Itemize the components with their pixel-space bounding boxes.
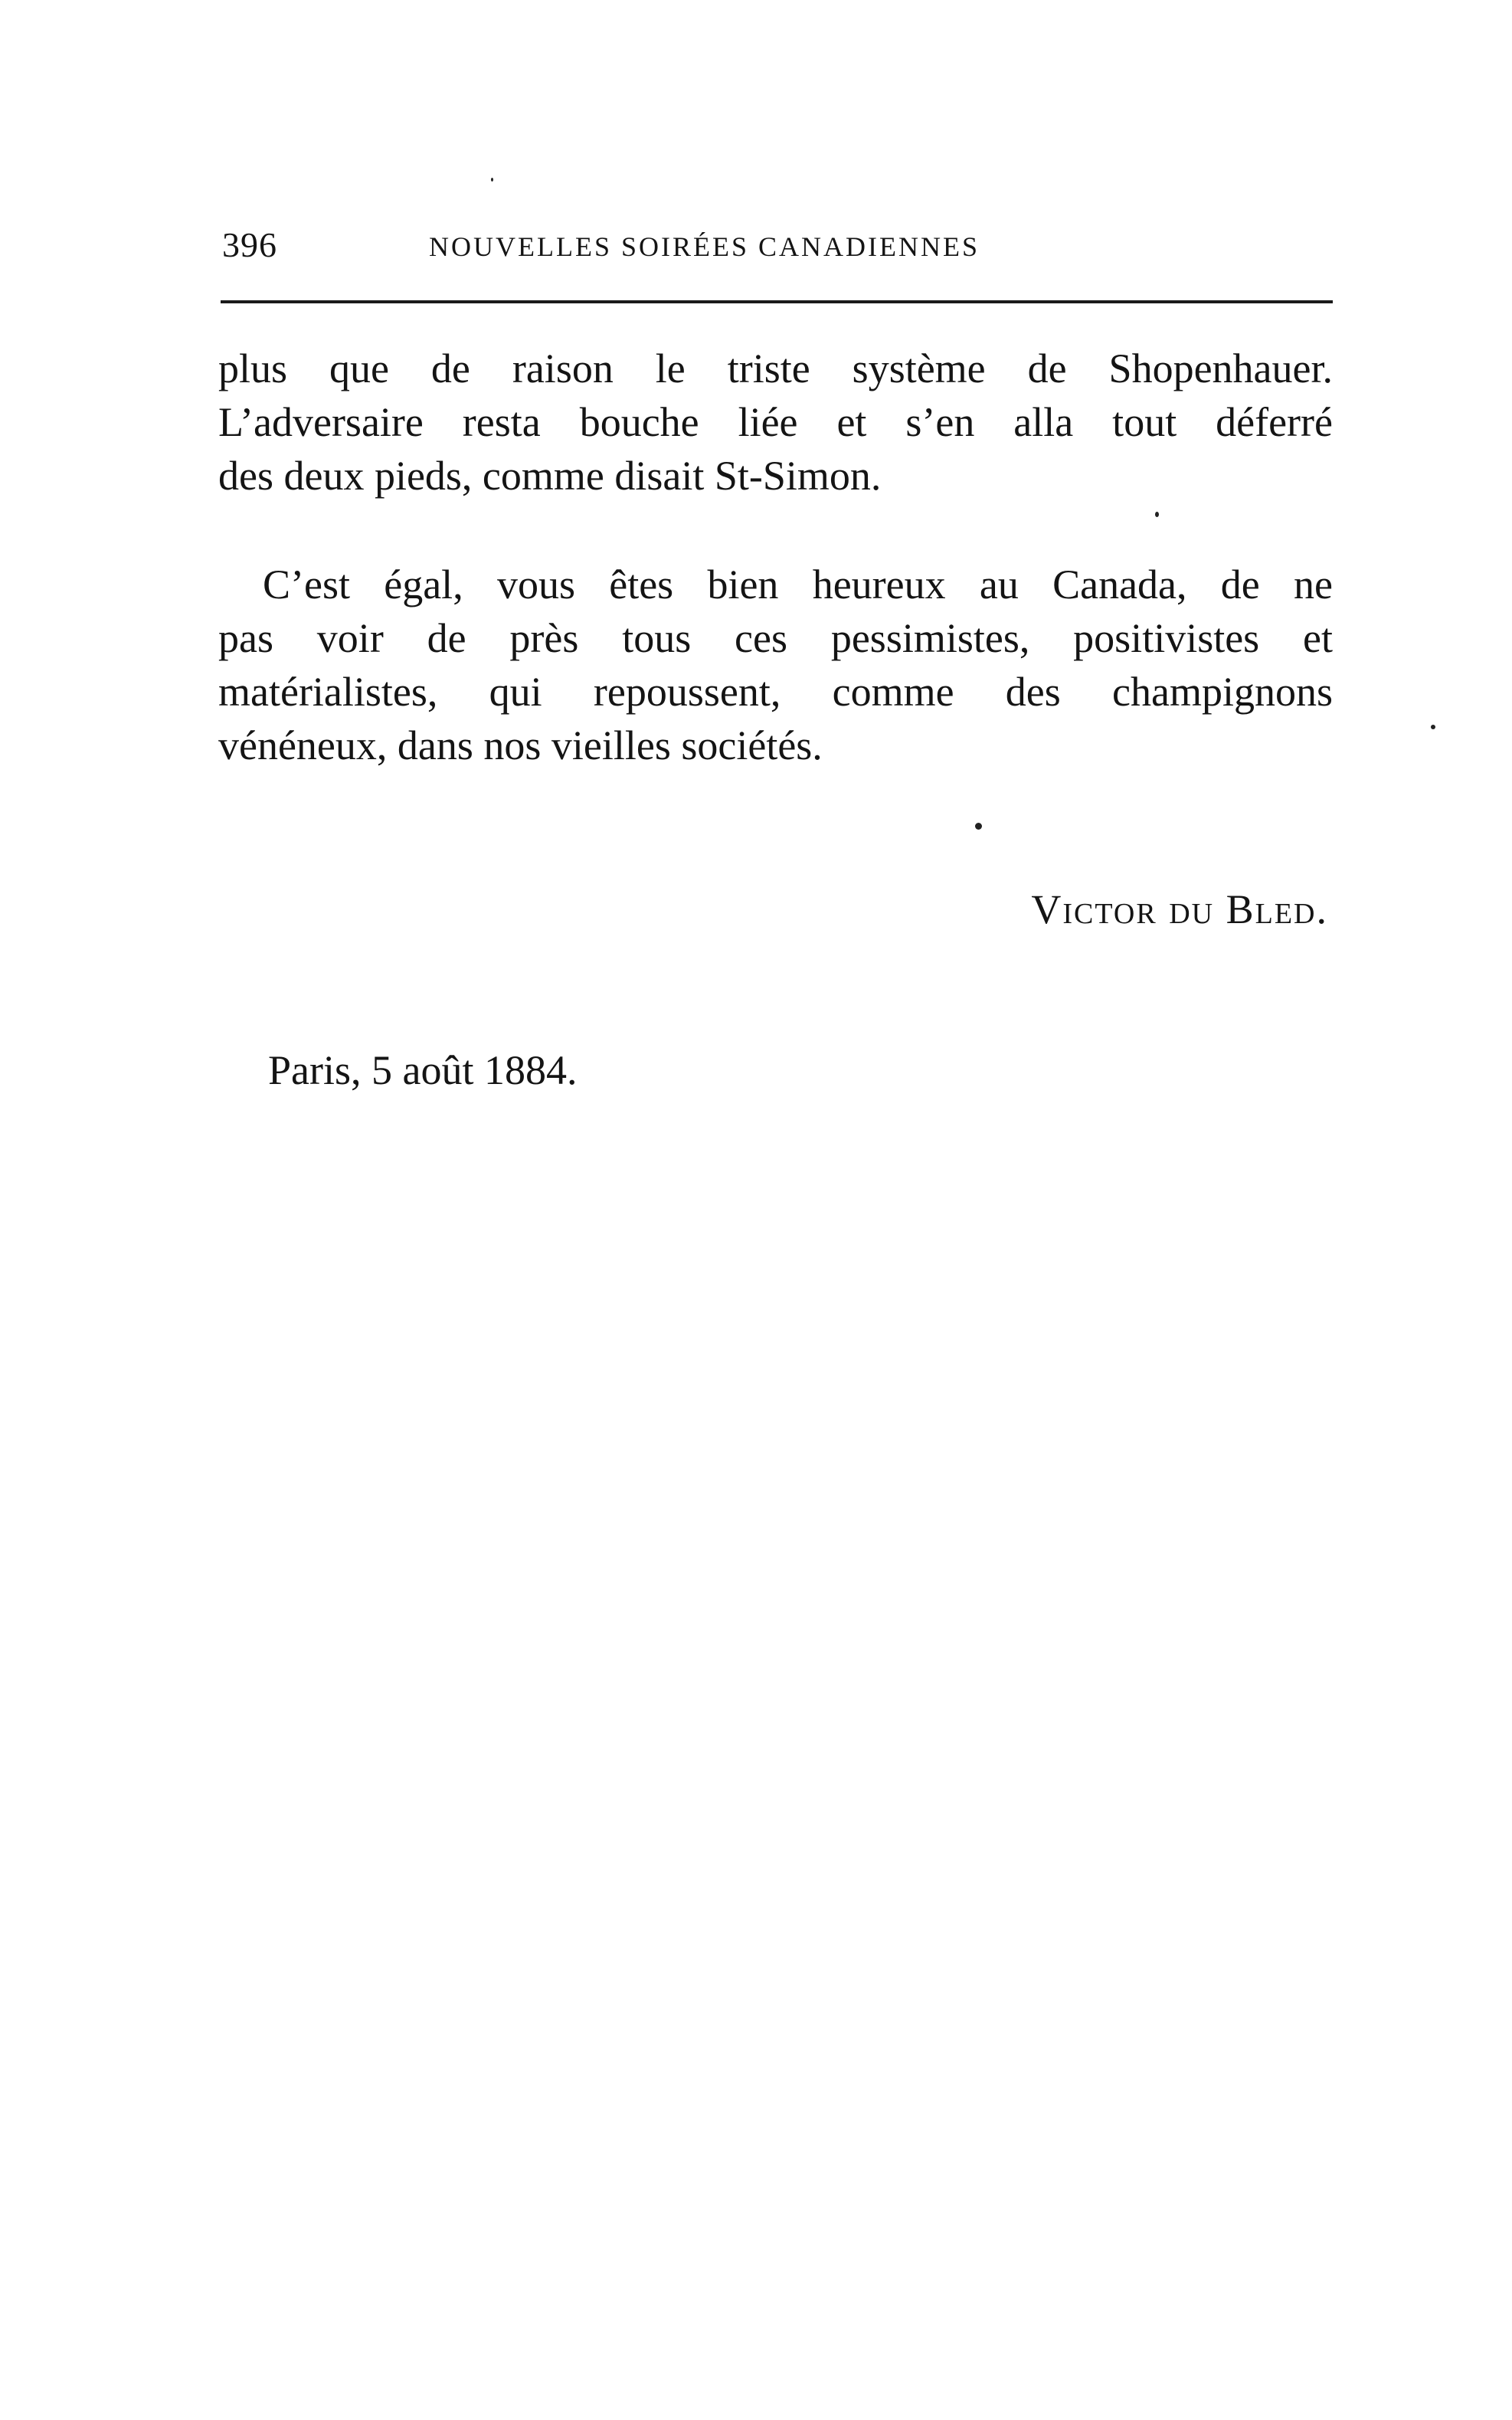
text-line: pas voir de près tous ces pessimistes, positivistes et — [218, 615, 1333, 661]
dateline: Paris, 5 août 1884. — [268, 1047, 578, 1093]
print-speck — [1431, 725, 1435, 729]
header-rule — [221, 300, 1333, 303]
running-header — [222, 224, 1333, 267]
print-speck — [975, 823, 982, 830]
print-speck — [491, 178, 493, 182]
text-line: des deux pieds, comme disait St-Simon. — [218, 453, 882, 499]
body-text — [218, 342, 1333, 772]
page-number: 396 — [222, 225, 277, 264]
paragraph-1 — [218, 342, 1333, 503]
text-line: vénéneux, dans nos vieilles sociétés. — [218, 722, 823, 768]
text-line: plus que de raison le triste système de Shopenhauer. — [218, 345, 1333, 391]
print-speck — [1155, 512, 1159, 517]
text-line: matérialistes, qui repoussent, comme des champignons — [218, 669, 1333, 715]
paragraph-2 — [218, 558, 1333, 772]
author-signature: Victor du Bled. — [1031, 886, 1328, 932]
text-line: L’adversaire resta bouche liée et s’en alla tout déferré — [218, 399, 1333, 445]
text-line: C’est égal, vous êtes bien heureux au Canada, de ne — [263, 562, 1333, 607]
running-title: NOUVELLES SOIRÉES CANADIENNES — [429, 231, 980, 262]
